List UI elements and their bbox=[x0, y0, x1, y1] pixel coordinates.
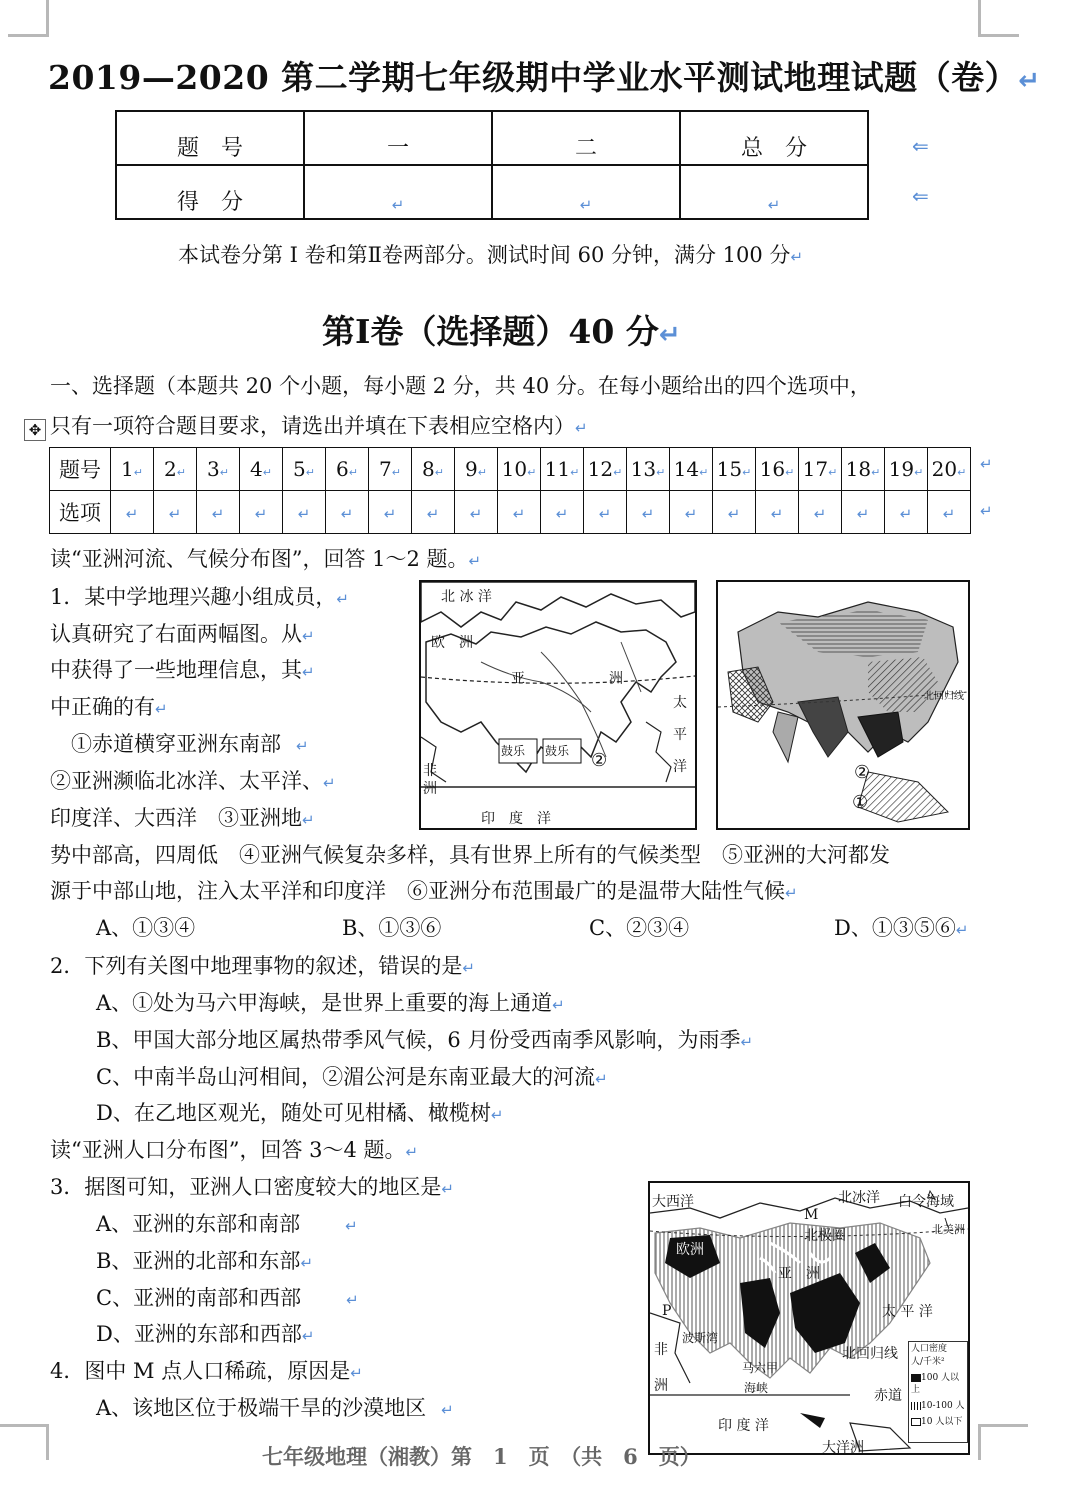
intro-text: 本试卷分第 I 卷和第Ⅱ卷两部分。测试时间 60 分钟，满分 100 分↵ bbox=[178, 243, 804, 267]
score-header-part1: 一 bbox=[304, 111, 492, 165]
score-row-label: 得 分 bbox=[116, 165, 304, 219]
answer-choice-cell[interactable]: ↵ bbox=[584, 491, 627, 534]
q3-option-c[interactable]: C、亚洲的南部和西部 ↵ bbox=[96, 1286, 359, 1310]
map-label-asia: 洲 bbox=[609, 671, 623, 687]
answer-choice-cell[interactable]: ↵ bbox=[111, 491, 154, 534]
instructions-line: 一、选择题（本题共 20 个小题，每小题 2 分，共 40 分。在每小题给出的四个选项中， bbox=[50, 374, 871, 398]
map-label-asia: 亚 bbox=[511, 671, 525, 687]
crop-mark bbox=[978, 34, 1019, 37]
map-label-tropic: 北回归线 bbox=[924, 691, 964, 702]
answer-number-cell: 20↵ bbox=[928, 448, 971, 491]
crop-mark bbox=[46, 0, 49, 36]
return-mark: ↵ bbox=[980, 502, 993, 520]
q1-line: ①赤道横穿亚洲东南部 ↵ bbox=[50, 732, 309, 756]
map-label-pacific: 太 bbox=[673, 695, 687, 711]
answer-header-label: 题号 bbox=[50, 448, 111, 491]
score-cell[interactable]: ↵ bbox=[492, 165, 680, 219]
answer-number-cell: 6↵ bbox=[326, 448, 369, 491]
crop-mark bbox=[978, 1424, 981, 1460]
q1-line: 势中部高，四周低 ④亚洲气候复杂多样，具有世界上所有的气候类型 ⑤亚洲的大河都发 bbox=[50, 843, 890, 867]
answer-choice-cell[interactable]: ↵ bbox=[670, 491, 713, 534]
q1-line: 中正确的有↵ bbox=[50, 695, 168, 719]
q4-stem: 4．图中 M 点人口稀疏，原因是↵ bbox=[50, 1359, 363, 1383]
answer-number-cell: 2↵ bbox=[154, 448, 197, 491]
map-label-strait: 海峡 bbox=[744, 1381, 769, 1395]
map-marker-1: ① bbox=[852, 792, 869, 813]
crop-mark bbox=[8, 34, 49, 37]
answer-choice-cell[interactable]: ↵ bbox=[627, 491, 670, 534]
answer-number-cell: 7↵ bbox=[369, 448, 412, 491]
read-prompt: 读“亚洲人口分布图”，回答 3～4 题。↵ bbox=[50, 1138, 419, 1162]
legend-unit: 人/千米² bbox=[911, 1357, 945, 1367]
q4-option-a[interactable]: A、该地区位于极端干旱的沙漠地区 ↵ bbox=[96, 1396, 454, 1420]
score-cell[interactable]: ↵ bbox=[304, 165, 492, 219]
answer-number-cell: 11↵ bbox=[541, 448, 584, 491]
answer-choice-cell[interactable]: ↵ bbox=[455, 491, 498, 534]
score-header-label: 题 号 bbox=[116, 111, 304, 165]
map-label-africa: 洲 bbox=[423, 781, 437, 797]
map-label-malacca: 马六甲 bbox=[742, 1361, 779, 1375]
q1-line: 源于中部山地，注入太平洋和印度洋 ⑥亚洲分布范围最广的是温带大陆性气候↵ bbox=[50, 879, 798, 903]
q2-option-b[interactable]: B、甲国大部分地区属热带季风气候，6 月份受西南季风影响，为雨季↵ bbox=[96, 1028, 754, 1052]
answer-number-cell: 14↵ bbox=[670, 448, 713, 491]
map-label-atlantic: 大西洋 bbox=[652, 1194, 694, 1210]
legend-title: 人口密度 bbox=[911, 1344, 948, 1354]
map-label-pacific: 平 bbox=[673, 727, 687, 743]
answer-choice-cell[interactable]: ↵ bbox=[240, 491, 283, 534]
map-label-africa: 洲 bbox=[654, 1378, 668, 1394]
map-label-africa: 非 bbox=[423, 763, 437, 779]
answer-choice-cell[interactable]: ↵ bbox=[885, 491, 928, 534]
q3-option-a[interactable]: A、亚洲的东部和南部 ↵ bbox=[96, 1212, 358, 1236]
crop-mark bbox=[978, 1424, 1028, 1427]
answer-choice-cell[interactable]: ↵ bbox=[541, 491, 584, 534]
q1-line: 1．某中学地理兴趣小组成员，↵ bbox=[50, 585, 349, 609]
answer-choice-cell[interactable]: ↵ bbox=[799, 491, 842, 534]
exam-title: 2019—2020 第二学期七年级期中学业水平测试地理试题（卷）↵ bbox=[48, 58, 1041, 97]
answer-number-cell: 4↵ bbox=[240, 448, 283, 491]
map-label-tropic: 北回归线 bbox=[842, 1346, 898, 1362]
map-label-indian: 印 度 洋 bbox=[718, 1418, 769, 1434]
q1-line: ②亚洲濒临北冰洋、太平洋、↵ bbox=[50, 769, 336, 793]
map-label-africa: 非 bbox=[654, 1342, 668, 1358]
crop-mark bbox=[978, 0, 981, 36]
map-box-label: 鼓乐 bbox=[501, 744, 526, 758]
q1-option-d[interactable]: D、①③⑤⑥↵ bbox=[834, 916, 969, 940]
answer-choice-cell[interactable]: ↵ bbox=[713, 491, 756, 534]
answer-choice-cell[interactable]: ↵ bbox=[283, 491, 326, 534]
answer-choice-cell[interactable]: ↵ bbox=[154, 491, 197, 534]
legend-item: 10-100 人 bbox=[909, 1396, 967, 1412]
q2-option-a[interactable]: A、①处为马六甲海峡，是世界上重要的海上通道↵ bbox=[96, 991, 565, 1015]
answer-number-cell: 16↵ bbox=[756, 448, 799, 491]
q2-stem: 2．下列有关图中地理事物的叙述，错误的是↵ bbox=[50, 954, 475, 978]
score-header-total: 总 分 bbox=[680, 111, 868, 165]
q3-option-b[interactable]: B、亚洲的北部和东部↵ bbox=[96, 1249, 314, 1273]
q1-line: 认真研究了右面两幅图。从↵ bbox=[50, 622, 315, 646]
answer-choice-cell[interactable]: ↵ bbox=[498, 491, 541, 534]
map-label-pacific: 洋 bbox=[673, 759, 687, 775]
map-label-bering: 白令海域 bbox=[898, 1194, 954, 1210]
return-mark: ⇐ bbox=[912, 184, 929, 208]
legend-item: 10 人以下 bbox=[909, 1412, 967, 1428]
answer-choice-cell[interactable]: ↵ bbox=[412, 491, 455, 534]
answer-number-cell: 3↵ bbox=[197, 448, 240, 491]
table-move-handle-icon[interactable]: ✥ bbox=[24, 419, 46, 441]
answer-number-cell: 19↵ bbox=[885, 448, 928, 491]
answer-number-cell: 1↵ bbox=[111, 448, 154, 491]
answer-table bbox=[49, 447, 971, 534]
asia-climate-map bbox=[716, 580, 970, 830]
answer-number-cell: 12↵ bbox=[584, 448, 627, 491]
map-label-indian: 印 度 洋 bbox=[481, 811, 551, 827]
answer-choice-cell[interactable]: ↵ bbox=[842, 491, 885, 534]
return-mark: ↵ bbox=[980, 455, 993, 473]
section-title: 第Ⅰ卷（选择题）40 分↵ bbox=[322, 312, 681, 351]
answer-choice-cell[interactable]: ↵ bbox=[756, 491, 799, 534]
map-box-label: 鼓乐 bbox=[545, 744, 570, 758]
answer-number-cell: 5↵ bbox=[283, 448, 326, 491]
q1-option-c[interactable]: C、②③④ bbox=[589, 916, 690, 940]
map-label-m: M bbox=[804, 1207, 819, 1223]
map-label-oceania: 大洋洲 bbox=[822, 1440, 864, 1455]
map-label-europe: 欧洲 bbox=[676, 1242, 704, 1258]
map-label-pacific: 太 平 洋 bbox=[882, 1304, 933, 1320]
read-prompt: 读“亚洲河流、气候分布图”，回答 1～2 题。↵ bbox=[50, 547, 482, 571]
q2-option-d[interactable]: D、在乙地区观光，随处可见柑橘、橄榄树↵ bbox=[96, 1101, 504, 1125]
map-label-arctic-circle: 北极圈 bbox=[804, 1228, 846, 1244]
answer-choice-cell[interactable]: ↵ bbox=[197, 491, 240, 534]
crop-mark bbox=[46, 1424, 49, 1460]
q1-option-a[interactable]: A、①③④ bbox=[96, 916, 196, 940]
answer-number-cell: 10↵ bbox=[498, 448, 541, 491]
q3-option-d[interactable]: D、亚洲的东部和西部↵ bbox=[96, 1322, 315, 1346]
instructions-line: 只有一项符合题目要求，请选出并填在下表相应空格内）↵ bbox=[50, 414, 588, 438]
answer-choice-cell[interactable]: ↵ bbox=[928, 491, 971, 534]
asia-river-map-drawing bbox=[421, 582, 695, 828]
answer-number-cell: 18↵ bbox=[842, 448, 885, 491]
map-label-namerica: 北美洲 bbox=[932, 1223, 965, 1236]
answer-number-cell: 8↵ bbox=[412, 448, 455, 491]
page-footer: 七年级地理（湘教）第 1 页 （共 6 页） bbox=[262, 1444, 701, 1469]
map-label-asia: 亚 洲 bbox=[778, 1266, 820, 1282]
map-marker-2: ② bbox=[854, 762, 871, 783]
map-legend bbox=[908, 1341, 968, 1443]
legend-item: 100 人以上 bbox=[911, 1373, 960, 1395]
asia-river-map bbox=[419, 580, 697, 830]
map-label-arctic: 北冰洋 bbox=[838, 1190, 880, 1206]
score-header-part2: 二 bbox=[492, 111, 680, 165]
answer-number-cell: 9↵ bbox=[455, 448, 498, 491]
answer-number-cell: 15↵ bbox=[713, 448, 756, 491]
asia-climate-map-drawing bbox=[718, 582, 968, 828]
q1-line: 中获得了一些地理信息，其↵ bbox=[50, 658, 315, 682]
q3-stem: 3．据图可知，亚洲人口密度较大的地区是↵ bbox=[50, 1175, 454, 1199]
map-label-p: P bbox=[662, 1303, 672, 1319]
answer-number-cell: 13↵ bbox=[627, 448, 670, 491]
map-label-arctic: 北 冰 洋 bbox=[441, 589, 492, 605]
score-cell[interactable]: ↵ bbox=[680, 165, 868, 219]
crop-mark bbox=[0, 1424, 49, 1427]
map-marker-2: ② bbox=[591, 750, 608, 771]
q1-option-b[interactable]: B、①③⑥ bbox=[342, 916, 442, 940]
map-label-europe: 欧 洲 bbox=[431, 635, 473, 651]
score-table bbox=[115, 110, 869, 220]
q2-option-c[interactable]: C、中南半岛山河相间，②湄公河是东南亚最大的河流↵ bbox=[96, 1065, 608, 1089]
answer-choice-cell[interactable]: ↵ bbox=[326, 491, 369, 534]
q1-line: 印度洋、大西洋 ③亚洲地↵ bbox=[50, 806, 315, 830]
answer-option-label: 选项 bbox=[50, 491, 111, 534]
map-label-persian-gulf: 波斯湾 bbox=[682, 1331, 719, 1345]
return-mark: ⇐ bbox=[912, 134, 929, 158]
answer-choice-cell[interactable]: ↵ bbox=[369, 491, 412, 534]
asia-population-map bbox=[648, 1181, 970, 1455]
map-label-equator: 赤道 bbox=[874, 1388, 902, 1404]
answer-number-cell: 17↵ bbox=[799, 448, 842, 491]
